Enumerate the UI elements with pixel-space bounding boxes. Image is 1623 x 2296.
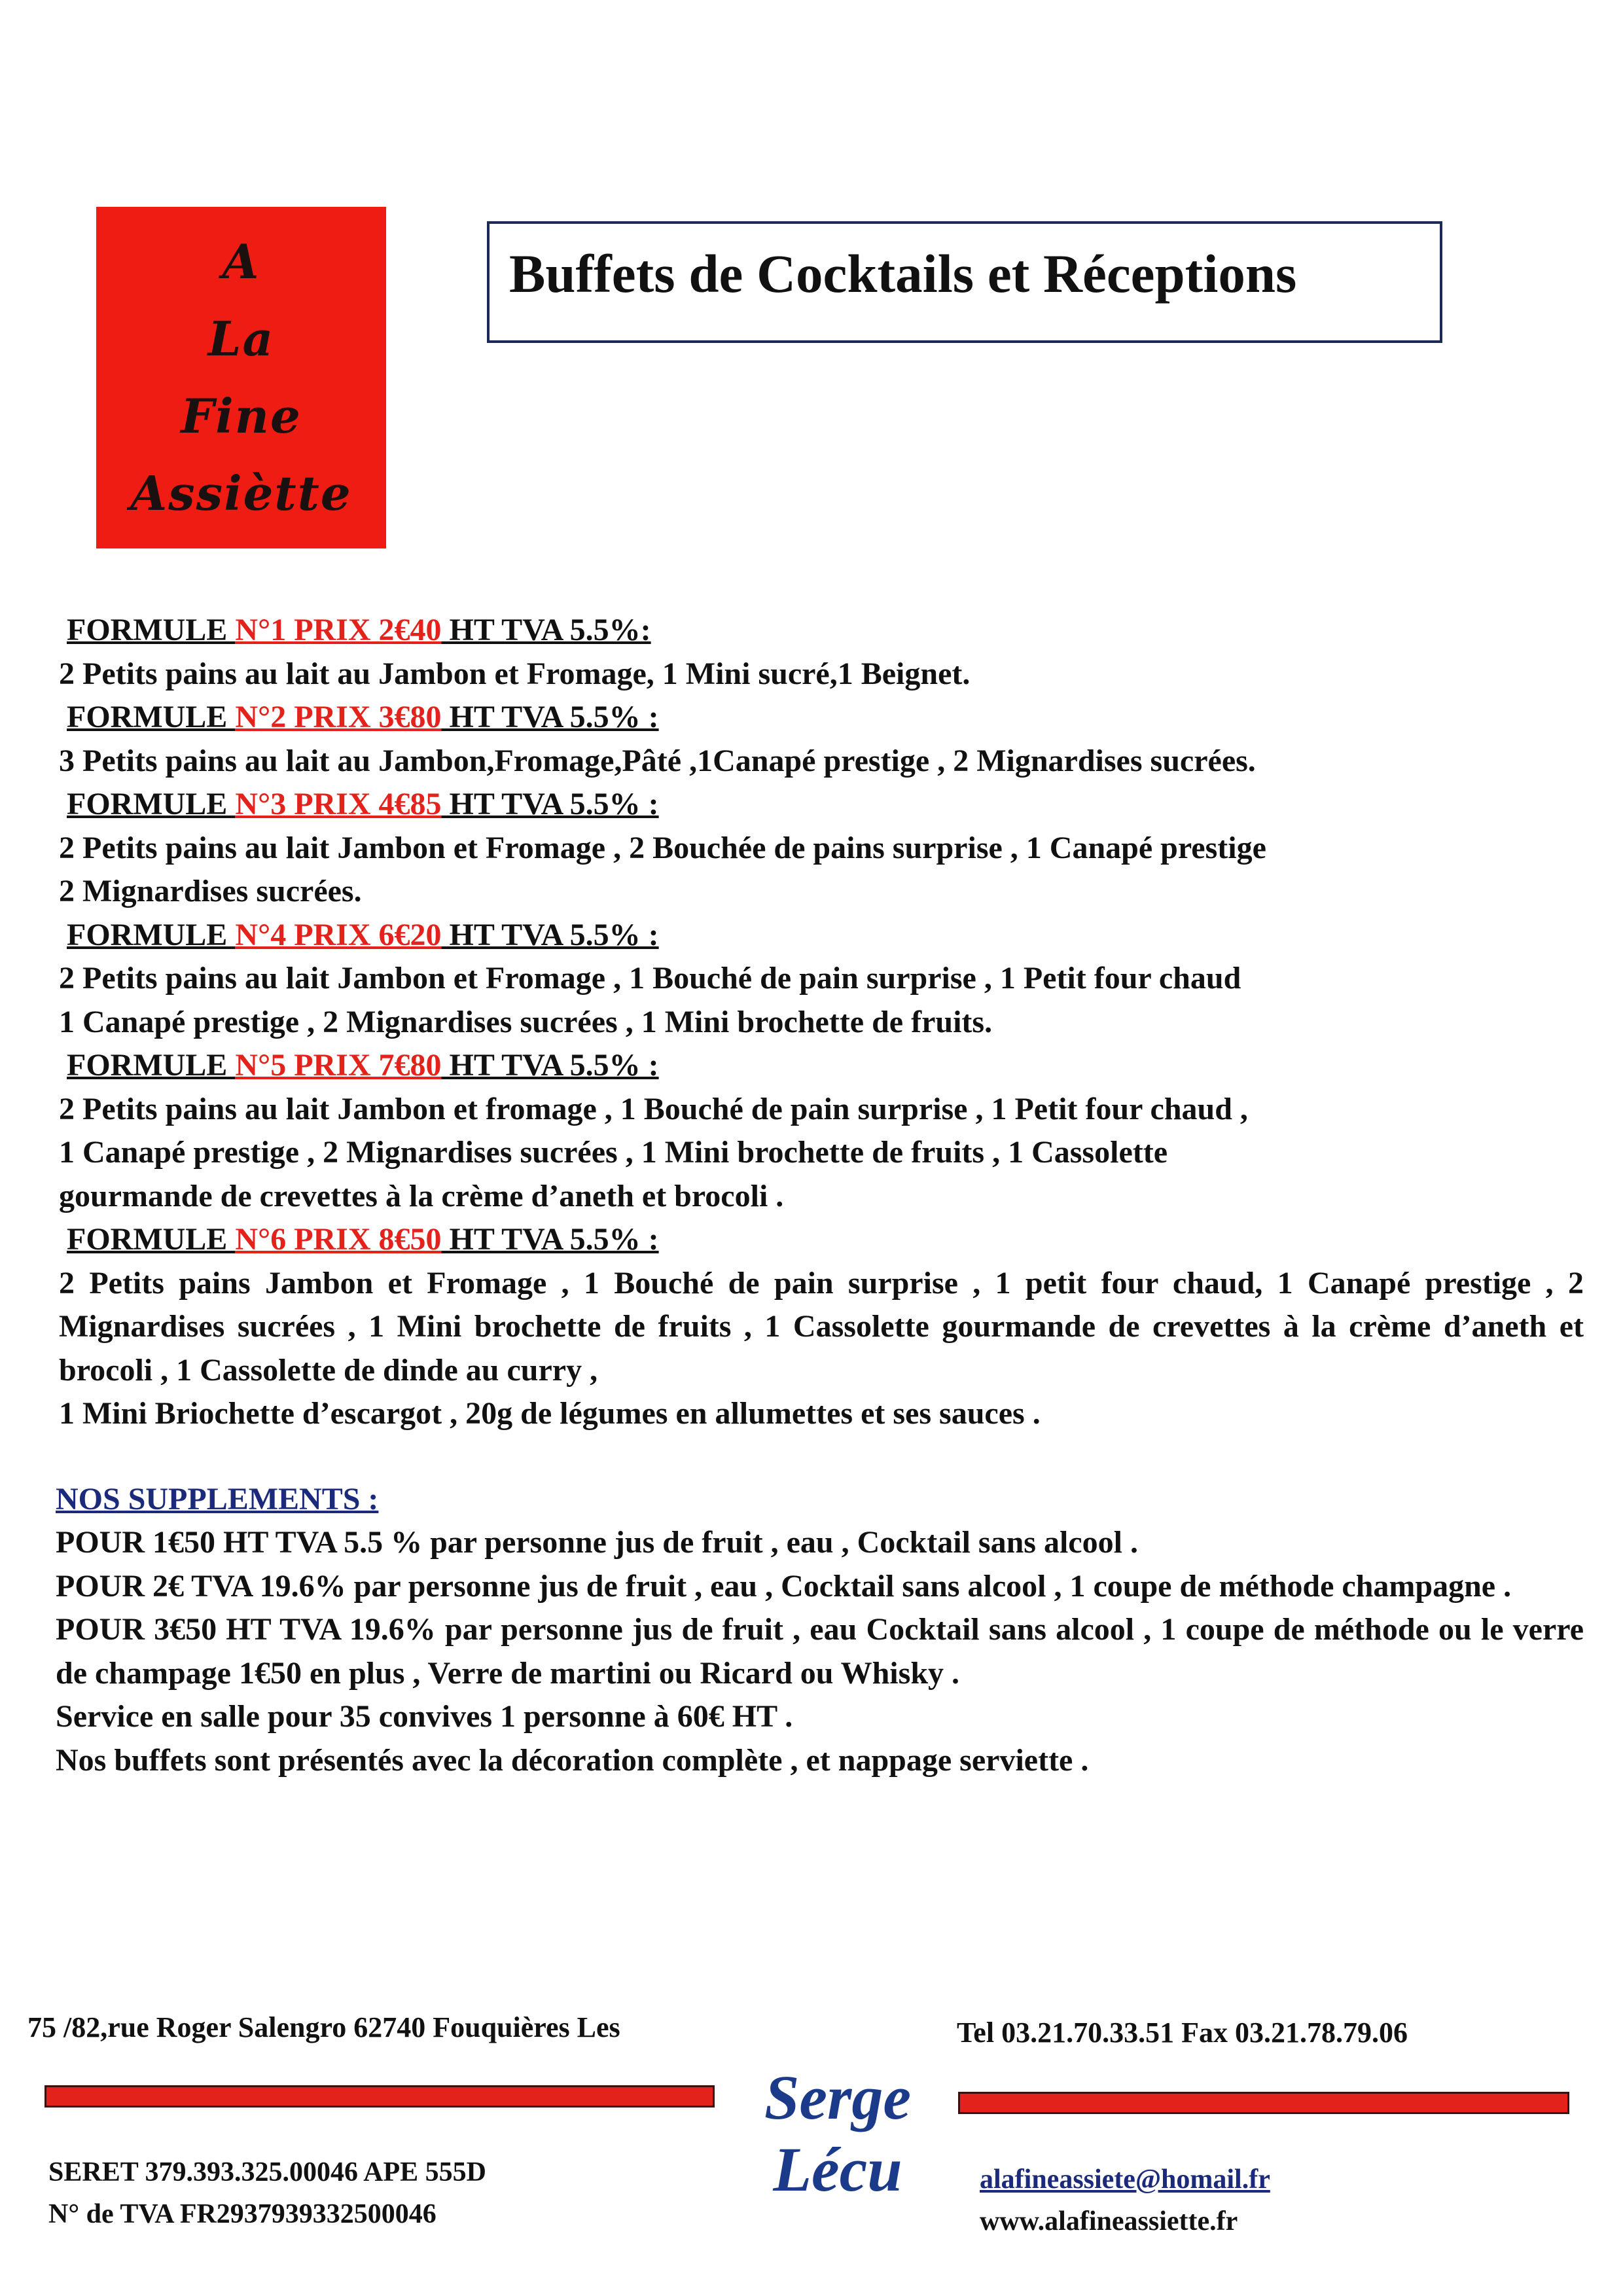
signature [740,2062,936,2206]
footer-divider-left [45,2085,715,2108]
formule-5-line-3: gourmande de crevettes à la crème d’aneth et brocoli . [59,1178,784,1213]
supplement-line-2: POUR 2€ TVA 19.6% par personne jus de fruit , eau , Cocktail sans alcool , 1 coupe de méthode champagne . [56,1568,1512,1604]
formule-3-line-2: 2 Mignardises sucrées. [59,874,362,908]
footer-address: 75 /82,rue Roger Salengro 62740 Fouquières Les [27,2011,620,2043]
formule-price: N°6 PRIX 8€50 [235,1222,442,1257]
logo-line-4: Assiètte [130,465,352,521]
formule-6-line-1: 2 Petits pains Jambon et Fromage , 1 Bouché de pain surprise , 1 petit four chaud, 1 Canapé prestige , 2 Mignardises sucrées , 1 Mini brochette de fruits , 1 Cassolette gourmande de crevettes à la crème d’aneth et brocoli , 1 Cassolette de dinde au curry , [59,1265,1584,1388]
formule-price: N°5 PRIX 7€80 [235,1048,442,1083]
formule-2-heading [67,696,1584,740]
logo-line-1: A [222,234,260,289]
footer-legal [48,2151,486,2235]
formule-tva: HT TVA 5.5% : [441,1222,659,1257]
supplement-line-1: POUR 1€50 HT TVA 5.5 % par personne jus de fruit , eau , Cocktail sans alcool . [56,1525,1138,1560]
formule-tva: HT TVA 5.5% : [441,787,659,821]
formule-4-line-1: 2 Petits pains au lait Jambon et Fromage , 1 Bouché de pain surprise , 1 Petit four chaud [59,961,1241,996]
formule-tva: HT TVA 5.5%: [441,613,651,647]
logo-line-2: La [207,311,275,367]
tva-number: N° de TVA FR2937939332500046 [48,2199,437,2229]
footer-phone-fax: Tel 03.21.70.33.51 Fax 03.21.78.79.06 [957,2017,1408,2049]
formule-3-line-1: 2 Petits pains au lait Jambon et Fromage , 2 Bouchée de pains surprise , 1 Canapé prestige [59,830,1266,865]
formule-label: FORMULE [67,787,236,821]
supplement-line-5: Nos buffets sont présentés avec la décoration complète , et nappage serviette . [56,1742,1089,1778]
formule-price: N°1 PRIX 2€40 [235,613,442,647]
logo [96,207,386,548]
formule-3-heading [67,783,1584,827]
signature-first-name: Serge [764,2062,911,2132]
supplement-line-4: Service en salle pour 35 convives 1 personne à 60€ HT . [56,1699,793,1734]
formule-label: FORMULE [67,1222,236,1257]
formule-label: FORMULE [67,1048,236,1083]
title-box [487,221,1442,343]
formule-tva: HT TVA 5.5% : [441,917,659,952]
footer-contact-web [980,2159,1270,2242]
formule-label: FORMULE [67,917,236,952]
formule-6-line-2: 1 Mini Briochette d’escargot , 20g de légumes en allumettes et ses sauces . [59,1396,1041,1431]
website-link[interactable]: www.alafineassiette.fr [980,2206,1238,2236]
formule-1-heading [67,609,1584,653]
page-title: Buffets de Cocktails et Réceptions [509,243,1297,304]
formule-5-line-1: 2 Petits pains au lait Jambon et fromage , 1 Bouché de pain surprise , 1 Petit four chaud , [59,1091,1248,1126]
footer-divider-right [958,2092,1569,2114]
email-link[interactable]: alafineassiete@homail.fr [980,2164,1270,2195]
formules-section [56,609,1584,1782]
supplement-line-3: POUR 3€50 HT TVA 19.6% par personne jus de fruit , eau Cocktail sans alcool , 1 coupe de méthode ou le verre de champage 1€50 en plus , Verre de martini ou Ricard ou Whisky . [56,1612,1584,1691]
formule-price: N°3 PRIX 4€85 [235,787,442,821]
formule-5-heading [67,1044,1584,1088]
signature-last-name: Lécu [773,2134,902,2204]
formule-2-line-1: 3 Petits pains au lait au Jambon,Fromage,Pâté ,1Canapé prestige , 2 Mignardises sucrées. [59,743,1256,778]
formule-1-line-1: 2 Petits pains au lait au Jambon et Fromage, 1 Mini sucré,1 Beignet. [59,656,971,691]
logo-line-3: Fine [181,388,302,444]
formule-label: FORMULE [67,700,236,734]
formule-label: FORMULE [67,613,236,647]
formule-tva: HT TVA 5.5% : [441,1048,659,1083]
formule-5-line-2: 1 Canapé prestige , 2 Mignardises sucrées , 1 Mini brochette de fruits , 1 Cassolette [59,1135,1168,1170]
formule-price: N°2 PRIX 3€80 [235,700,442,734]
siret-number: SERET 379.393.325.00046 APE 555D [48,2157,486,2187]
formule-4-heading [67,914,1584,958]
formule-6-heading [67,1218,1584,1262]
formule-price: N°4 PRIX 6€20 [235,917,442,952]
formule-tva: HT TVA 5.5% : [441,700,659,734]
formule-4-line-2: 1 Canapé prestige , 2 Mignardises sucrées , 1 Mini brochette de fruits. [59,1004,993,1039]
supplements-heading: NOS SUPPLEMENTS : [56,1481,379,1516]
